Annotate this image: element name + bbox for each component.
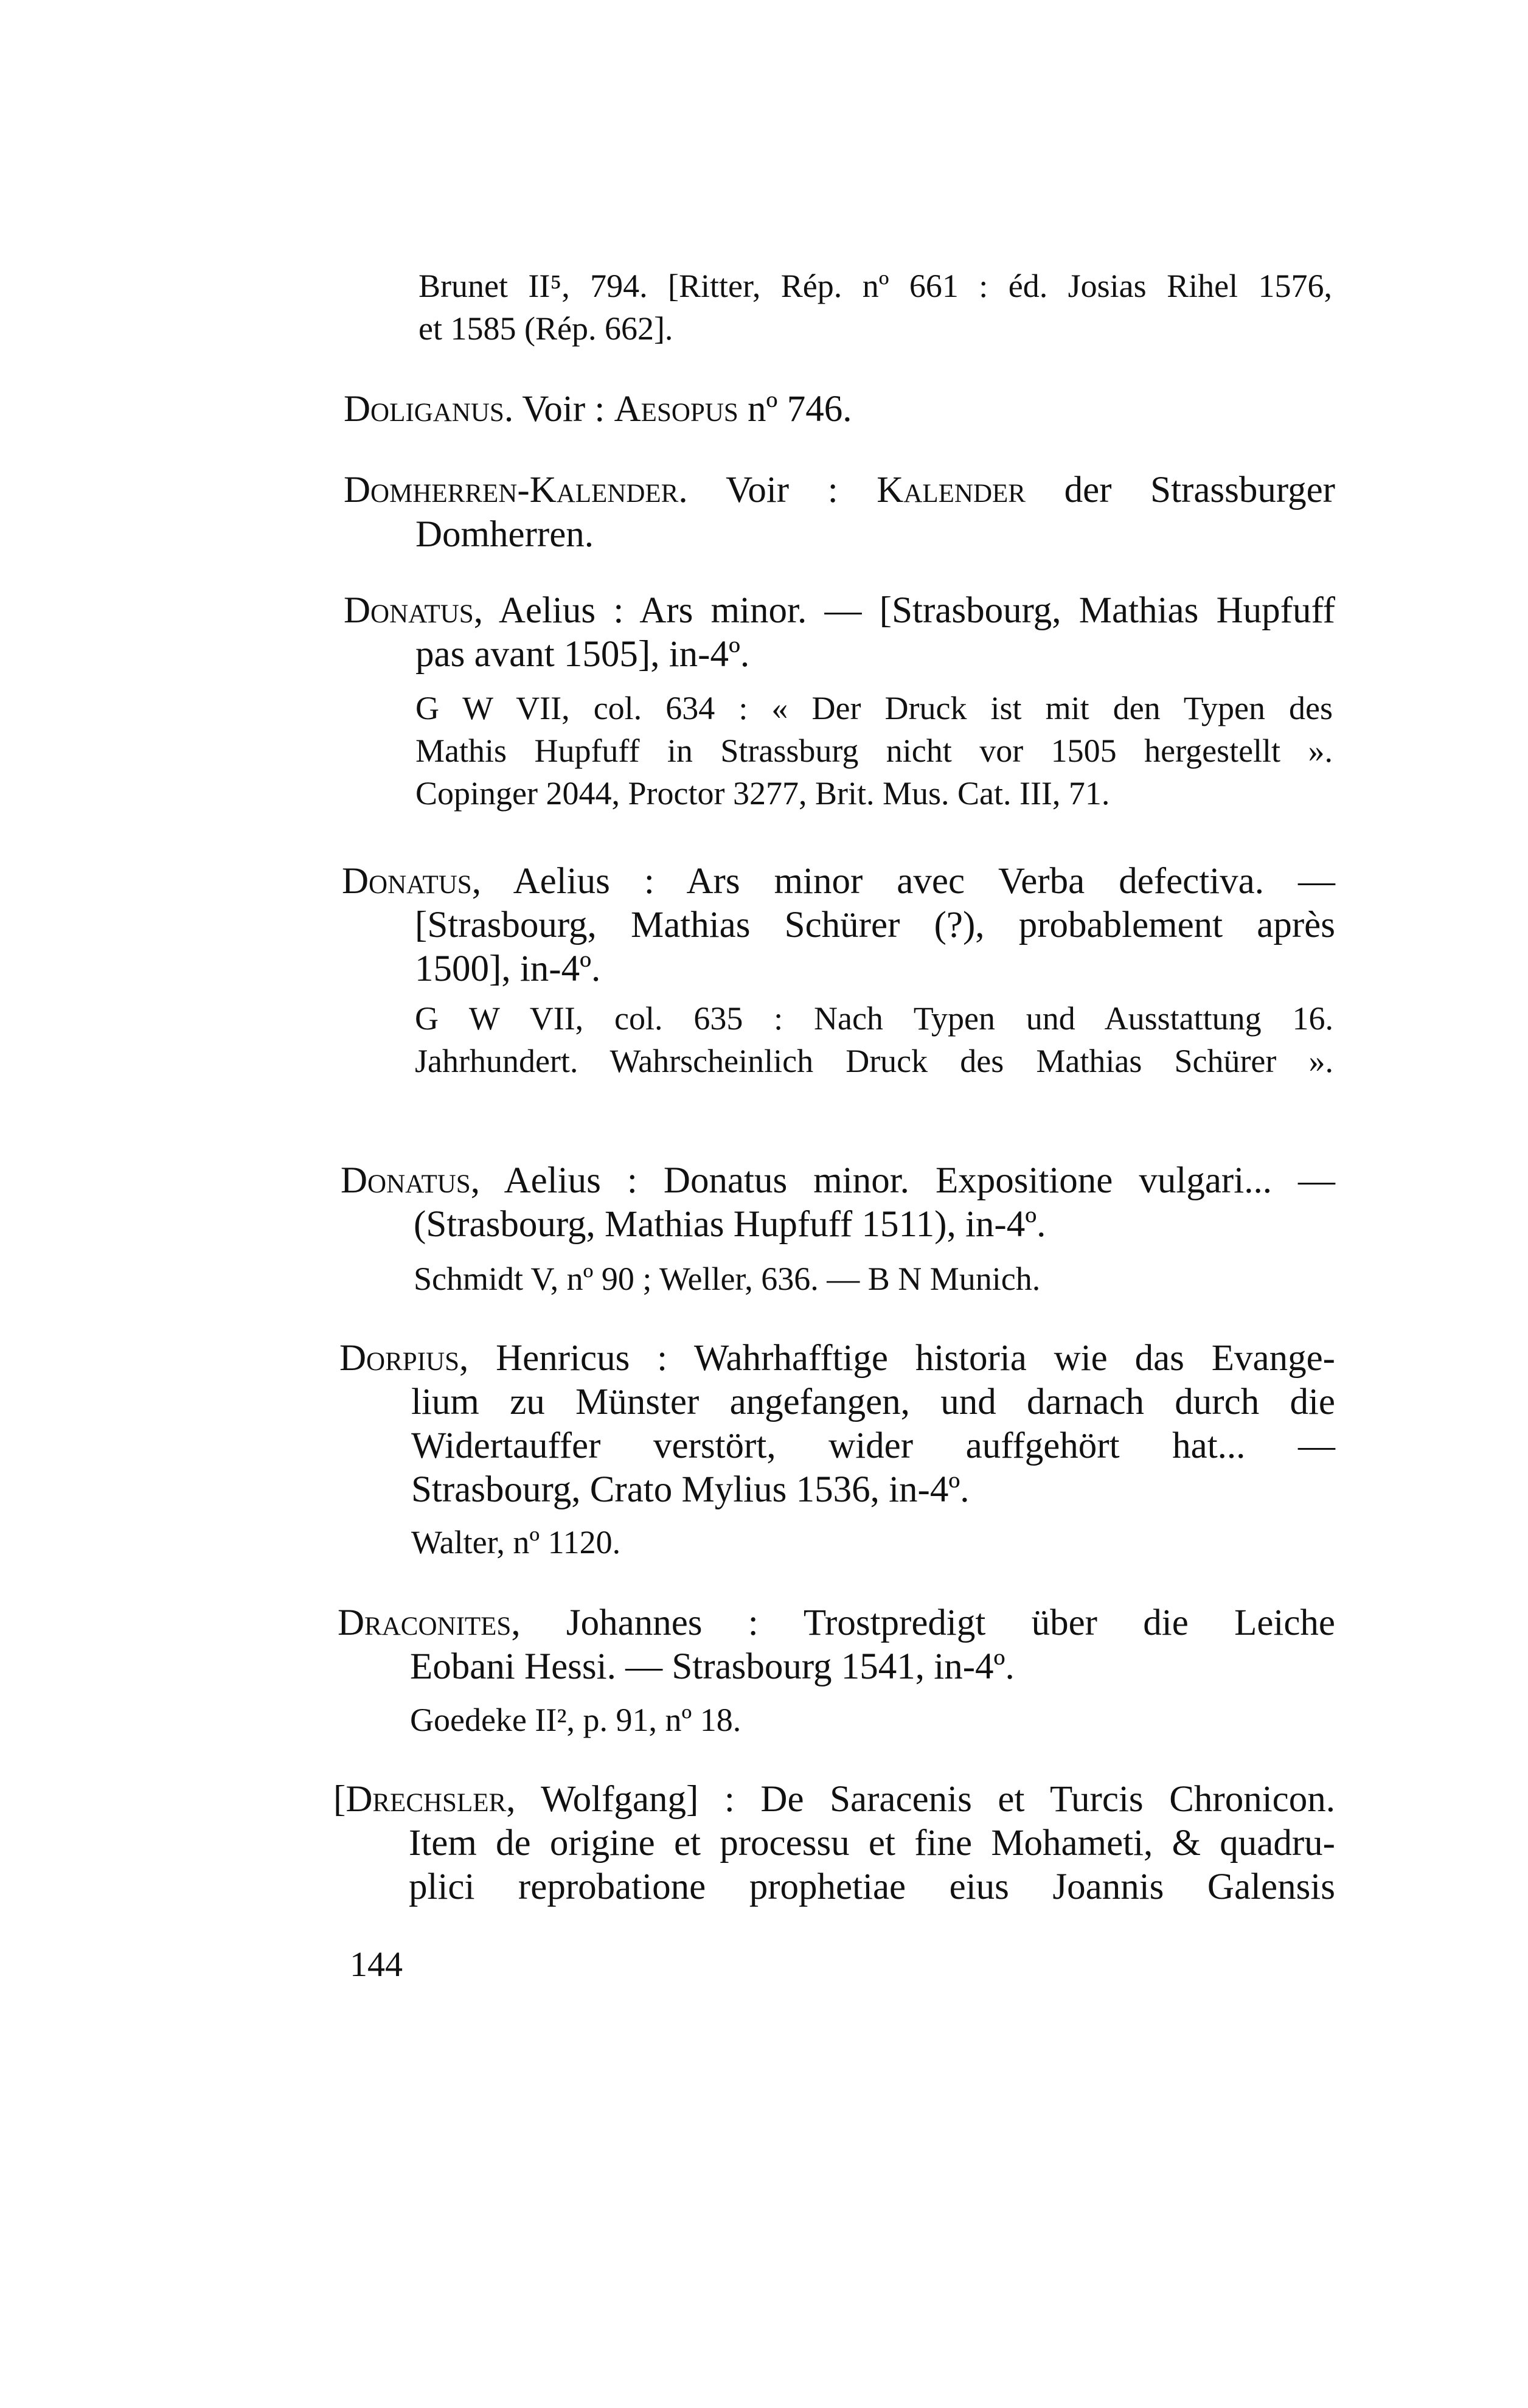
note-text: Mathis Hupfuff in Strassburg nicht vor 1505 hergestellt ». (415, 732, 1333, 769)
heading-text: (Strasbourg, Mathias Hupfuff 1511), in-4º. (414, 1204, 1046, 1245)
note-line (418, 270, 1332, 302)
heading-line (414, 1206, 1046, 1243)
heading-line (409, 1868, 1335, 1905)
heading-line (339, 1340, 1335, 1377)
page-number: 144 (350, 1944, 403, 1984)
heading-line (415, 516, 594, 553)
heading-line (411, 1383, 1335, 1421)
note-line (415, 734, 1333, 767)
heading-line (415, 636, 749, 673)
heading-line (415, 906, 1335, 944)
note-line (418, 312, 673, 345)
heading-text: , Henricus : Wahrhafftige historia wie das Evange- (459, 1338, 1335, 1379)
note-line (415, 692, 1333, 725)
note-text: G W VII, col. 634 : « Der Druck ist mit den Typen des (415, 690, 1333, 726)
note-text: Walter, nº 1120. (411, 1524, 621, 1561)
cross-reference: Aesopus (614, 389, 738, 430)
heading-line (341, 1162, 1335, 1199)
heading-text: Strasbourg, Crato Mylius 1536, in-4º. (411, 1469, 970, 1510)
heading-text: Widertauffer verstört, wider auffgehört hat... — (411, 1425, 1335, 1466)
heading-line (409, 1825, 1335, 1862)
note-text: Schmidt V, nº 90 ; Weller, 636. — B N Munich. (414, 1261, 1041, 1297)
heading-text: pas avant 1505], in-4º. (415, 634, 750, 675)
author-name: Donatus (342, 861, 472, 902)
note-text: et 1585 (Rép. 662]. (418, 310, 673, 347)
author-name: Draconites (338, 1602, 512, 1643)
heading-text: nº 746. (738, 389, 852, 430)
note-line (415, 1002, 1333, 1035)
heading-text: , Aelius : Donatus minor. Expositione vulgari... — (470, 1160, 1335, 1201)
heading-line (344, 391, 852, 428)
heading-text: , Aelius : Ars minor. — [Strasbourg, Mathias Hupfuff (473, 590, 1335, 631)
heading-text: , Aelius : Ars minor avec Verba defectiva. — (471, 861, 1335, 902)
author-name: Donatus (344, 590, 474, 631)
heading-line (344, 592, 1335, 629)
author-name: Doliganus (344, 389, 504, 430)
heading-text: , Wolfgang] : De Saracenis et Turcis Chronicon. (506, 1779, 1335, 1820)
heading-text: plici reprobatione prophetiae eius Joannis Galensis (409, 1867, 1335, 1907)
heading-text: lium zu Münster angefangen, und darnach durch die (411, 1382, 1335, 1422)
heading-text: Eobani Hessi. — Strasbourg 1541, in-4º. (410, 1646, 1015, 1687)
bracket: [ (333, 1779, 346, 1820)
note-text: Copinger 2044, Proctor 3277, Brit. Mus. Cat. III, 71. (415, 775, 1110, 812)
heading-text: . Voir : (678, 470, 877, 510)
heading-text: Domherren. (415, 514, 594, 555)
heading-line (344, 472, 1335, 509)
note-text: Goedeke II², p. 91, nº 18. (410, 1702, 741, 1738)
author-name: Drechsler (346, 1779, 507, 1820)
note-text: G W VII, col. 635 : Nach Typen und Ausstattung 16. (415, 1000, 1333, 1037)
note-text: Jahrhundert. Wahrscheinlich Druck des Mathias Schürer ». (415, 1043, 1333, 1079)
heading-text: [Strasbourg, Mathias Schürer (?), probablement après (415, 905, 1335, 945)
author-name: Dorpius (339, 1338, 459, 1379)
cross-reference: Kalender (877, 470, 1026, 510)
heading-line (338, 1604, 1335, 1641)
heading-text: der Strassburger (1026, 470, 1335, 510)
note-line (411, 1526, 620, 1559)
heading-line (342, 863, 1335, 900)
author-name: Domherren-Kalender (344, 470, 679, 510)
note-line (414, 1262, 1040, 1295)
heading-line (411, 1471, 970, 1508)
heading-text: 1500], in-4º. (415, 948, 601, 989)
author-name: Donatus (341, 1160, 471, 1201)
heading-text: , Johannes : Trostpredigt über die Leiche (511, 1602, 1335, 1643)
heading-text: . Voir : (504, 389, 614, 430)
heading-text: Item de origine et processu et fine Mohameti, & quadru- (409, 1823, 1335, 1863)
note-line (410, 1703, 741, 1736)
heading-line (410, 1648, 1015, 1685)
note-line (415, 1045, 1333, 1077)
note-line (415, 777, 1110, 810)
note-text: Brunet II⁵, 794. [Ritter, Rép. nº 661 : éd. Josias Rihel 1576, (418, 268, 1332, 304)
heading-line (411, 1427, 1335, 1464)
heading-line (415, 950, 600, 987)
heading-line (333, 1781, 1335, 1818)
